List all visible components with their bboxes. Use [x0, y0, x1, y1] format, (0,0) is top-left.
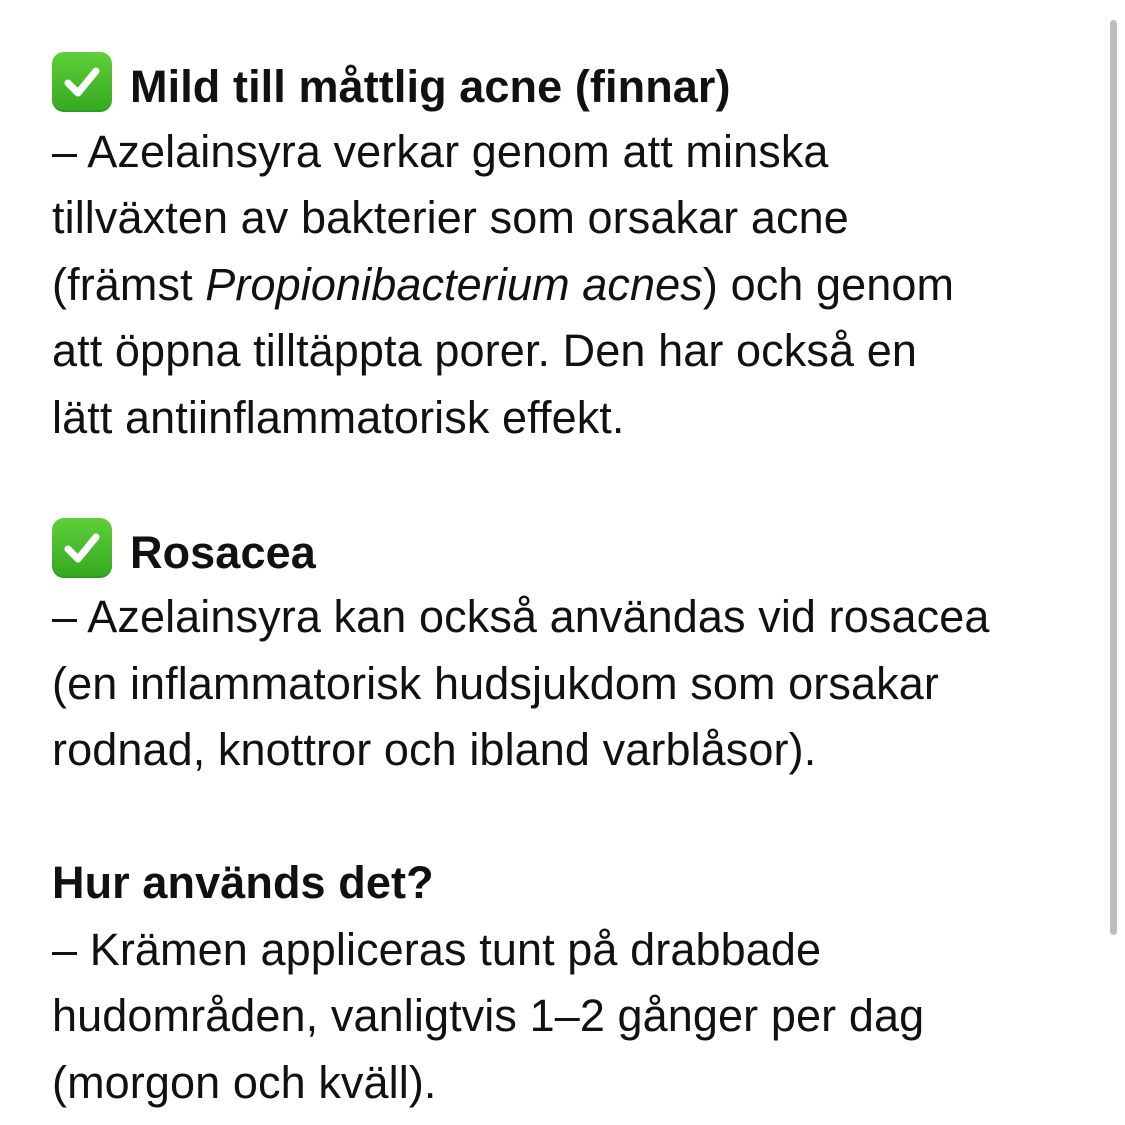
body-line: – Azelainsyra kan också användas vid rosacea — [52, 591, 990, 642]
check-mark-button-icon — [52, 52, 112, 112]
check-mark-button-icon — [52, 518, 112, 578]
paragraph-spacer — [52, 784, 1092, 851]
heading-text: Rosacea — [130, 526, 316, 578]
text-segment: ) och genom — [702, 258, 955, 310]
text-segment: (främst — [52, 258, 206, 310]
italic-term: Propionibacterium acnes — [205, 258, 703, 310]
body-line: – Azelainsyra verkar genom att minska — [52, 125, 829, 177]
body-line: att öppna tilltäppta porer. Den har också en — [52, 325, 917, 376]
body-line: tillväxten av bakterier som orsakar acne — [52, 192, 849, 243]
section-heading-usage: Hur används det? — [52, 857, 434, 908]
heading-text: Mild till måttlig acne (finnar) — [130, 61, 731, 112]
scrollbar-thumb[interactable] — [1110, 20, 1117, 935]
body-line: (morgon och kväll). — [52, 1056, 437, 1108]
body-line-with-italic — [52, 252, 1092, 319]
paragraph-spacer — [52, 451, 1092, 518]
body-line: rodnad, knottror och ibland varblåsor). — [52, 724, 817, 775]
body-line: lätt antiinflammatorisk effekt. — [52, 391, 625, 443]
section-heading-rosacea — [52, 518, 1092, 585]
body-line: (en inflammatorisk hudsjukdom som orsakar — [52, 657, 939, 709]
body-line: hudområden, vanligtvis 1–2 gånger per dag — [52, 990, 925, 1041]
message-text — [52, 52, 1092, 1116]
body-line: – Krämen appliceras tunt på drabbade — [52, 923, 822, 975]
section-heading-acne — [52, 52, 1092, 119]
